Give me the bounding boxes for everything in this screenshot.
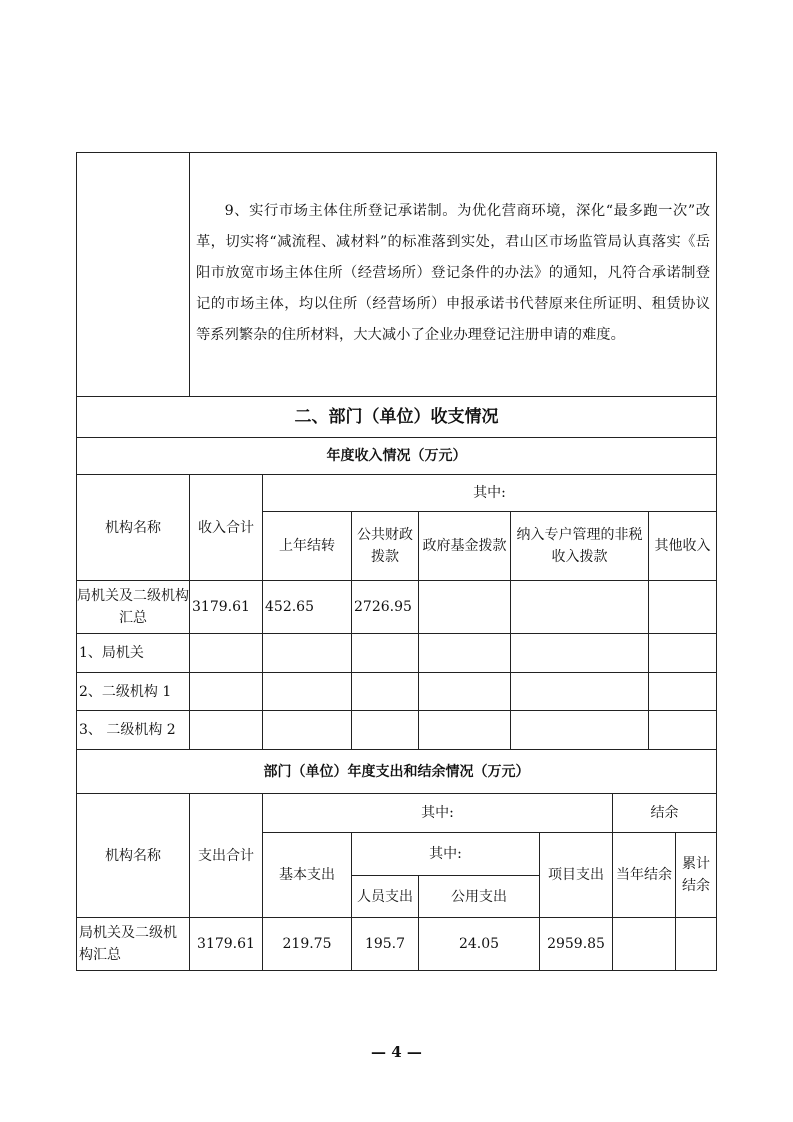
- expense-header-project: 项目支出: [540, 833, 613, 918]
- income-row-prev: [263, 711, 352, 750]
- expense-header-cumulative-surplus: 累计结余: [676, 833, 717, 918]
- expense-row-cumulative-surplus: [676, 918, 717, 971]
- income-row-public: [352, 634, 419, 673]
- expense-row-basic: 219.75: [263, 918, 352, 971]
- expense-row-year-surplus: [613, 918, 676, 971]
- budget-table-block: [76, 152, 716, 971]
- expense-header-surplus: 结余: [613, 794, 717, 833]
- income-row-name: 3、 二级机构 2: [77, 711, 190, 750]
- income-row-prev: [263, 634, 352, 673]
- expense-row-project: 2959.85: [540, 918, 613, 971]
- table-row: [77, 673, 717, 711]
- paragraph-cell: [190, 153, 717, 397]
- expense-row-total: 3179.61: [190, 918, 263, 971]
- expense-row-public: 24.05: [419, 918, 540, 971]
- income-row-total: [190, 711, 263, 750]
- expense-header-total: 支出合计: [190, 794, 263, 918]
- budget-table: [76, 152, 717, 475]
- income-header-public: 公共财政拨款: [352, 512, 419, 581]
- expense-header-year-surplus: 当年结余: [613, 833, 676, 918]
- income-row-fund: [419, 634, 511, 673]
- measure-9-paragraph: 9、实行市场主体住所登记承诺制。为优化营商环境，深化“最多跑一次”改革，切实将“减流程、减材料”的标准落到实处，君山区市场监管局认真落实《岳阳市放宽市场主体住所（经营场所）登记条件的办法》的通知，凡符合承诺制登记的市场主体，均以住所（经营场所）申报承诺书代替原来住所证明、租赁协议等系列繁杂的住所材料，大大减小了企业办理登记注册申请的难度。: [196, 203, 711, 343]
- income-row-total: 3179.61: [190, 581, 263, 634]
- income-header-among: 其中:: [263, 475, 717, 512]
- expense-header-among-2: 其中:: [352, 833, 540, 876]
- income-row-total: [190, 673, 263, 711]
- table-row: [77, 918, 717, 971]
- income-row-public: [352, 711, 419, 750]
- income-table: [76, 474, 717, 794]
- income-row-name: 2、二级机构 1: [77, 673, 190, 711]
- income-row-nontax: [511, 673, 649, 711]
- income-header-total: 收入合计: [190, 475, 263, 581]
- section-title: 二、部门（单位）收支情况: [77, 397, 717, 438]
- income-row-public: [352, 673, 419, 711]
- expense-row-staff: 195.7: [352, 918, 419, 971]
- expense-header-among: 其中:: [263, 794, 613, 833]
- income-header-nontax: 纳入专户管理的非税收入拨款: [511, 512, 649, 581]
- expense-header-basic: 基本支出: [263, 833, 352, 918]
- income-header-fund: 政府基金拨款: [419, 512, 511, 581]
- table-row: [77, 711, 717, 750]
- table-row: [77, 634, 717, 673]
- expense-header-public: 公用支出: [419, 876, 540, 918]
- income-row-prev: [263, 673, 352, 711]
- income-row-fund: [419, 711, 511, 750]
- income-row-nontax: [511, 634, 649, 673]
- income-row-public: 2726.95: [352, 581, 419, 634]
- income-row-nontax: [511, 711, 649, 750]
- income-row-other: [649, 711, 717, 750]
- expense-row-name: 局机关及二级机构汇总: [77, 918, 190, 971]
- expense-header-staff: 人员支出: [352, 876, 419, 918]
- expense-header-org: 机构名称: [77, 794, 190, 918]
- expense-table: [76, 793, 717, 971]
- blank-left-cell: [77, 153, 190, 397]
- income-header-other: 其他收入: [649, 512, 717, 581]
- expense-table-title: 部门（单位）年度支出和结余情况（万元）: [77, 750, 717, 794]
- income-row-prev: 452.65: [263, 581, 352, 634]
- income-row-other: [649, 634, 717, 673]
- income-row-nontax: [511, 581, 649, 634]
- income-row-name: 局机关及二级机构汇总: [77, 581, 190, 634]
- income-header-prev: 上年结转: [263, 512, 352, 581]
- income-row-fund: [419, 673, 511, 711]
- income-table-title: 年度收入情况（万元）: [77, 438, 717, 475]
- income-row-fund: [419, 581, 511, 634]
- income-row-name: 1、局机关: [77, 634, 190, 673]
- income-row-other: [649, 673, 717, 711]
- page-number: — 4 —: [371, 1043, 422, 1061]
- income-row-other: [649, 581, 717, 634]
- table-row: [77, 581, 717, 634]
- income-row-total: [190, 634, 263, 673]
- income-header-org: 机构名称: [77, 475, 190, 581]
